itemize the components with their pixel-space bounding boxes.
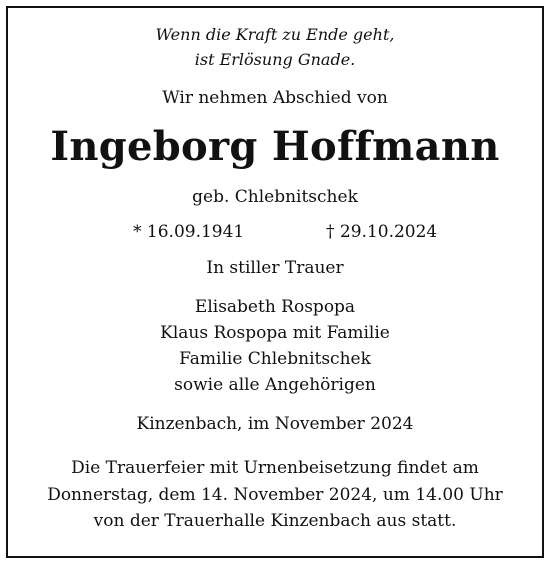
mourners-list: [0, 294, 550, 398]
mourning-title: In stiller Trauer: [206, 258, 344, 278]
mourner-item: Familie Chlebnitschek: [179, 349, 371, 369]
birth-name: geb. Chlebnitschek: [192, 187, 358, 207]
death-date: † 29.10.2024: [326, 222, 438, 242]
place-date: Kinzenbach, im November 2024: [136, 414, 414, 434]
deceased-name: Ingeborg Hoffmann: [50, 123, 500, 170]
intro-text: Wir nehmen Abschied von: [162, 88, 388, 108]
motto: [0, 22, 550, 72]
mourner-item: Elisabeth Rospopa: [194, 297, 356, 317]
mourner-item: sowie alle Angehörigen: [174, 375, 376, 395]
service-line-1: Die Trauerfeier mit Urnenbeisetzung findet am: [71, 458, 479, 478]
service-line-2: Donnerstag, dem 14. November 2024, um 14.00 Uhr: [47, 484, 503, 505]
motto-line-2: ist Erlösung Gnade.: [194, 50, 356, 69]
service-info: [0, 455, 550, 535]
motto-line-1: Wenn die Kraft zu Ende geht,: [155, 25, 395, 44]
service-line-3: von der Trauerhalle Kinzenbach aus statt.: [93, 511, 457, 531]
mourner-item: Klaus Rospopa mit Familie: [160, 323, 390, 343]
birth-date: * 16.09.1941: [133, 222, 245, 242]
